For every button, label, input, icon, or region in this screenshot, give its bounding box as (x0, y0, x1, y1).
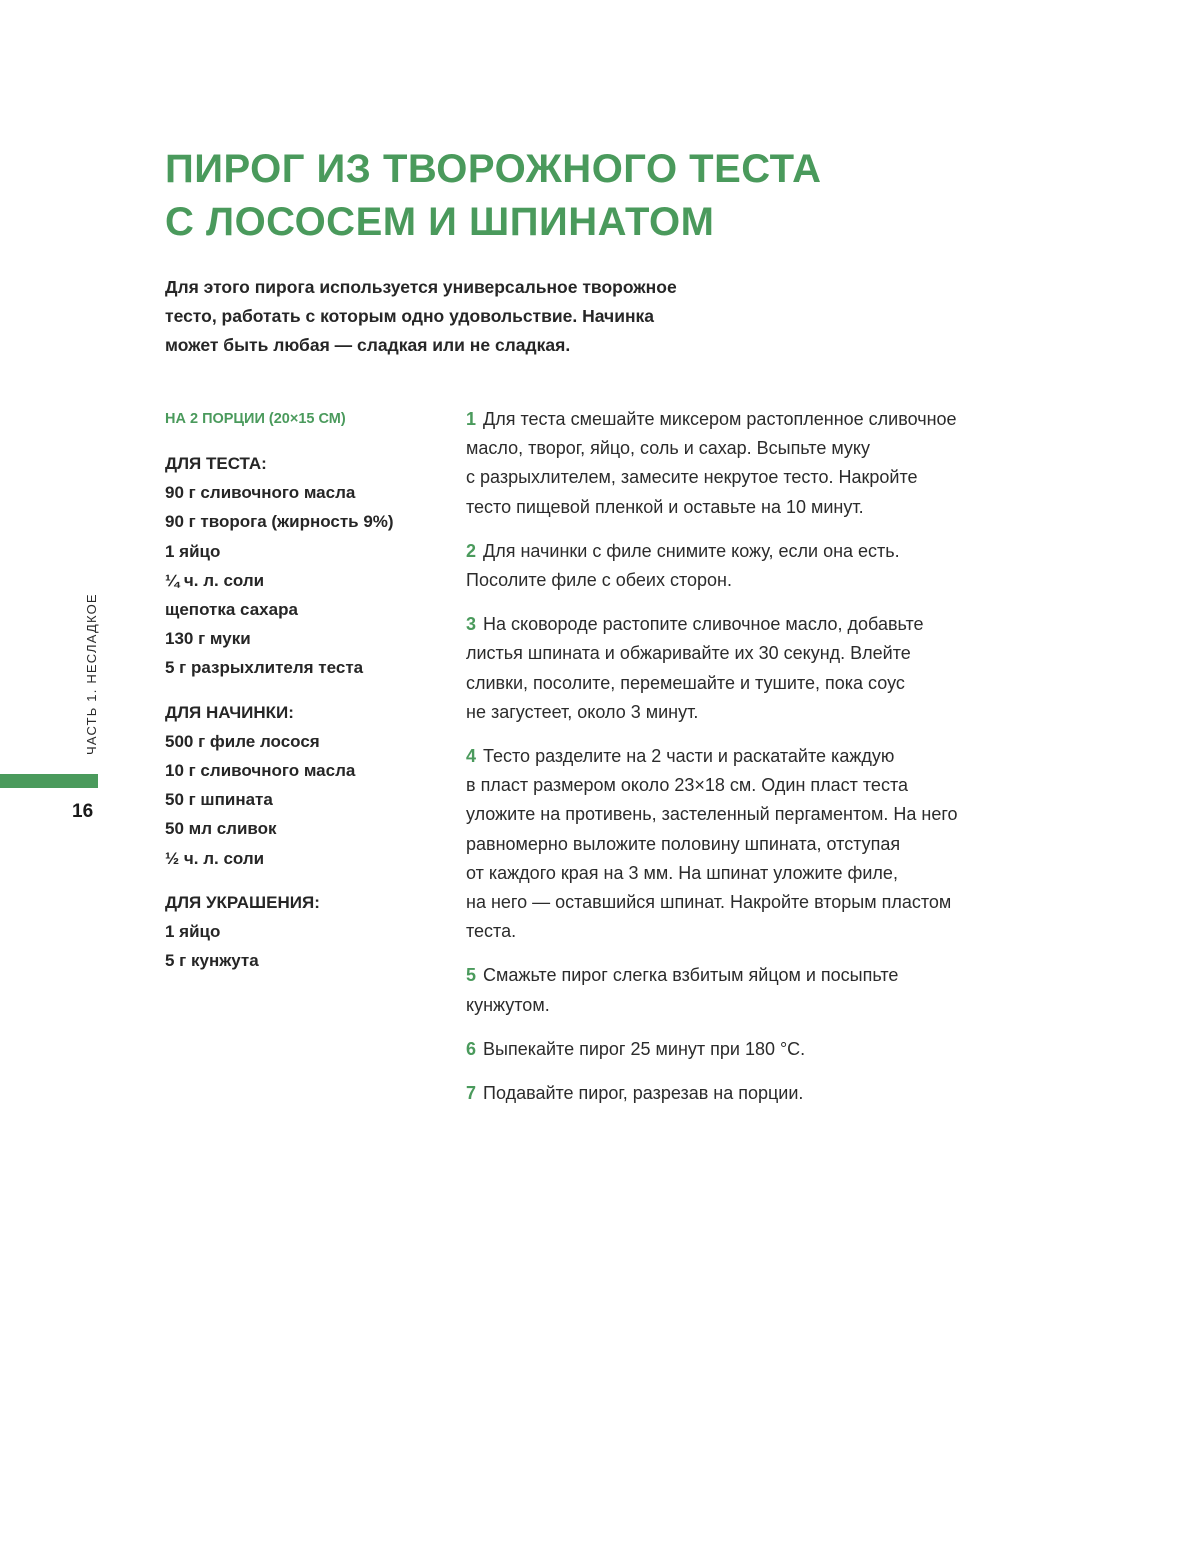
step-line: кунжутом. (466, 994, 550, 1015)
ingredient-group-heading: ДЛЯ НАЧИНКИ: (165, 702, 294, 722)
step-number: 1 (466, 409, 477, 429)
step-line (466, 1035, 1046, 1064)
step-text: Выпекайте пирог 25 минут при 180 °С. (483, 1038, 806, 1059)
step-number: 3 (466, 614, 477, 635)
step-number: 2 (466, 540, 477, 561)
step-line: в пласт размером около 23×18 см. Один пласт теста (466, 775, 908, 796)
step-line: масло, творог, яйцо, соль и сахар. Всыпьте муку (466, 438, 870, 459)
step-line: с разрыхлителем, замесите некрутое тесто. Накройте (466, 467, 918, 488)
ingredient-item: ½ ч. л. соли (165, 848, 265, 868)
step-text: На сковороде растопите сливочное масло, добавьте (483, 614, 924, 635)
step-line: не загустеет, около 3 минут. (466, 701, 699, 722)
ingredient-item: 5 г кунжута (165, 951, 259, 971)
ingredient-item: 90 г сливочного масла (165, 483, 356, 503)
ingredient-item: щепотка сахара (165, 600, 298, 620)
step-text: Подавайте пирог, разрезав на порции. (483, 1083, 804, 1104)
step-line: тесто пищевой пленкой и оставьте на 10 минут. (466, 496, 864, 517)
ingredient-group-heading: ДЛЯ ТЕСТА: (165, 454, 267, 473)
ingredient-item: 1 яйцо (165, 922, 221, 942)
recipe-intro (165, 273, 765, 360)
step-line (466, 537, 1046, 566)
step-line (466, 961, 1046, 990)
step-line: Посолите филе с обеих сторон. (466, 570, 732, 591)
ingredient-item: 90 г творога (жирность 9%) (165, 512, 394, 532)
recipe-title-line: С ЛОСОСЕМ И ШПИНАТОМ (165, 200, 715, 244)
ingredient-group-filling (165, 698, 445, 873)
recipe-step (466, 405, 1046, 522)
recipe-title (165, 143, 821, 249)
step-text: Для теста смешайте миксером растопленное сливочное (483, 409, 957, 429)
portions-label: НА 2 ПОРЦИИ (20×15 СМ) (165, 411, 346, 427)
ingredient-group-decoration (165, 888, 445, 976)
step-text: Смажьте пирог слегка взбитым яйцом и посыпьте (483, 965, 899, 986)
ingredient-item: 50 мл сливок (165, 819, 277, 839)
step-line (466, 405, 1046, 434)
ingredient-item: ¼ ч. л. соли (165, 570, 265, 590)
ingredient-item: 130 г муки (165, 629, 251, 649)
ingredient-group-heading: ДЛЯ УКРАШЕНИЯ: (165, 892, 320, 912)
recipe-step (466, 742, 1046, 946)
step-text: Тесто разделите на 2 части и раскатайте каждую (483, 746, 895, 767)
ingredient-item: 10 г сливочного масла (165, 761, 356, 781)
page-number: 16 (72, 801, 94, 822)
recipe-step (466, 1079, 1046, 1108)
chapter-label: ЧАСТЬ 1. НЕСЛАДКОЕ (84, 593, 99, 755)
steps-column (466, 405, 1046, 1123)
step-line (466, 1079, 1046, 1108)
step-line (466, 610, 1046, 639)
intro-line: может быть любая — сладкая или не сладкая. (165, 335, 571, 355)
step-line (466, 742, 1046, 771)
intro-line: Для этого пирога используется универсальное творожное (165, 277, 677, 297)
step-number: 6 (466, 1038, 477, 1059)
chapter-marker-bar (0, 774, 98, 788)
recipe-step (466, 1035, 1046, 1064)
step-line: уложите на противень, застеленный пергаментом. На него (466, 804, 958, 825)
ingredient-item: 50 г шпината (165, 790, 273, 810)
intro-line: тесто, работать с которым одно удовольствие. Начинка (165, 306, 655, 326)
recipe-step (466, 610, 1046, 727)
ingredient-item: 5 г разрыхлителя теста (165, 658, 364, 678)
step-line: листья шпината и обжаривайте их 30 секунд. Влейте (466, 643, 911, 664)
step-line: на него — оставшийся шпинат. Накройте вторым пластом (466, 892, 952, 913)
step-number: 5 (466, 965, 477, 986)
step-line: теста. (466, 921, 517, 942)
step-text: Для начинки с филе снимите кожу, если она есть. (483, 540, 900, 561)
recipe-title-line: ПИРОГ ИЗ ТВОРОЖНОГО ТЕСТА (165, 147, 822, 191)
ingredient-item: 1 яйцо (165, 541, 221, 561)
step-number: 4 (466, 746, 477, 767)
recipe-step (466, 961, 1046, 1019)
ingredient-group-dough (165, 449, 445, 683)
recipe-step (466, 537, 1046, 595)
step-line: от каждого края на 3 мм. На шпинат уложите филе, (466, 862, 898, 883)
step-line: равномерно выложите половину шпината, отступая (466, 833, 901, 854)
step-line: сливки, посолите, перемешайте и тушите, пока соус (466, 672, 905, 693)
ingredient-item: 500 г филе лосося (165, 731, 320, 751)
ingredients-column (165, 405, 445, 990)
step-number: 7 (466, 1083, 477, 1104)
